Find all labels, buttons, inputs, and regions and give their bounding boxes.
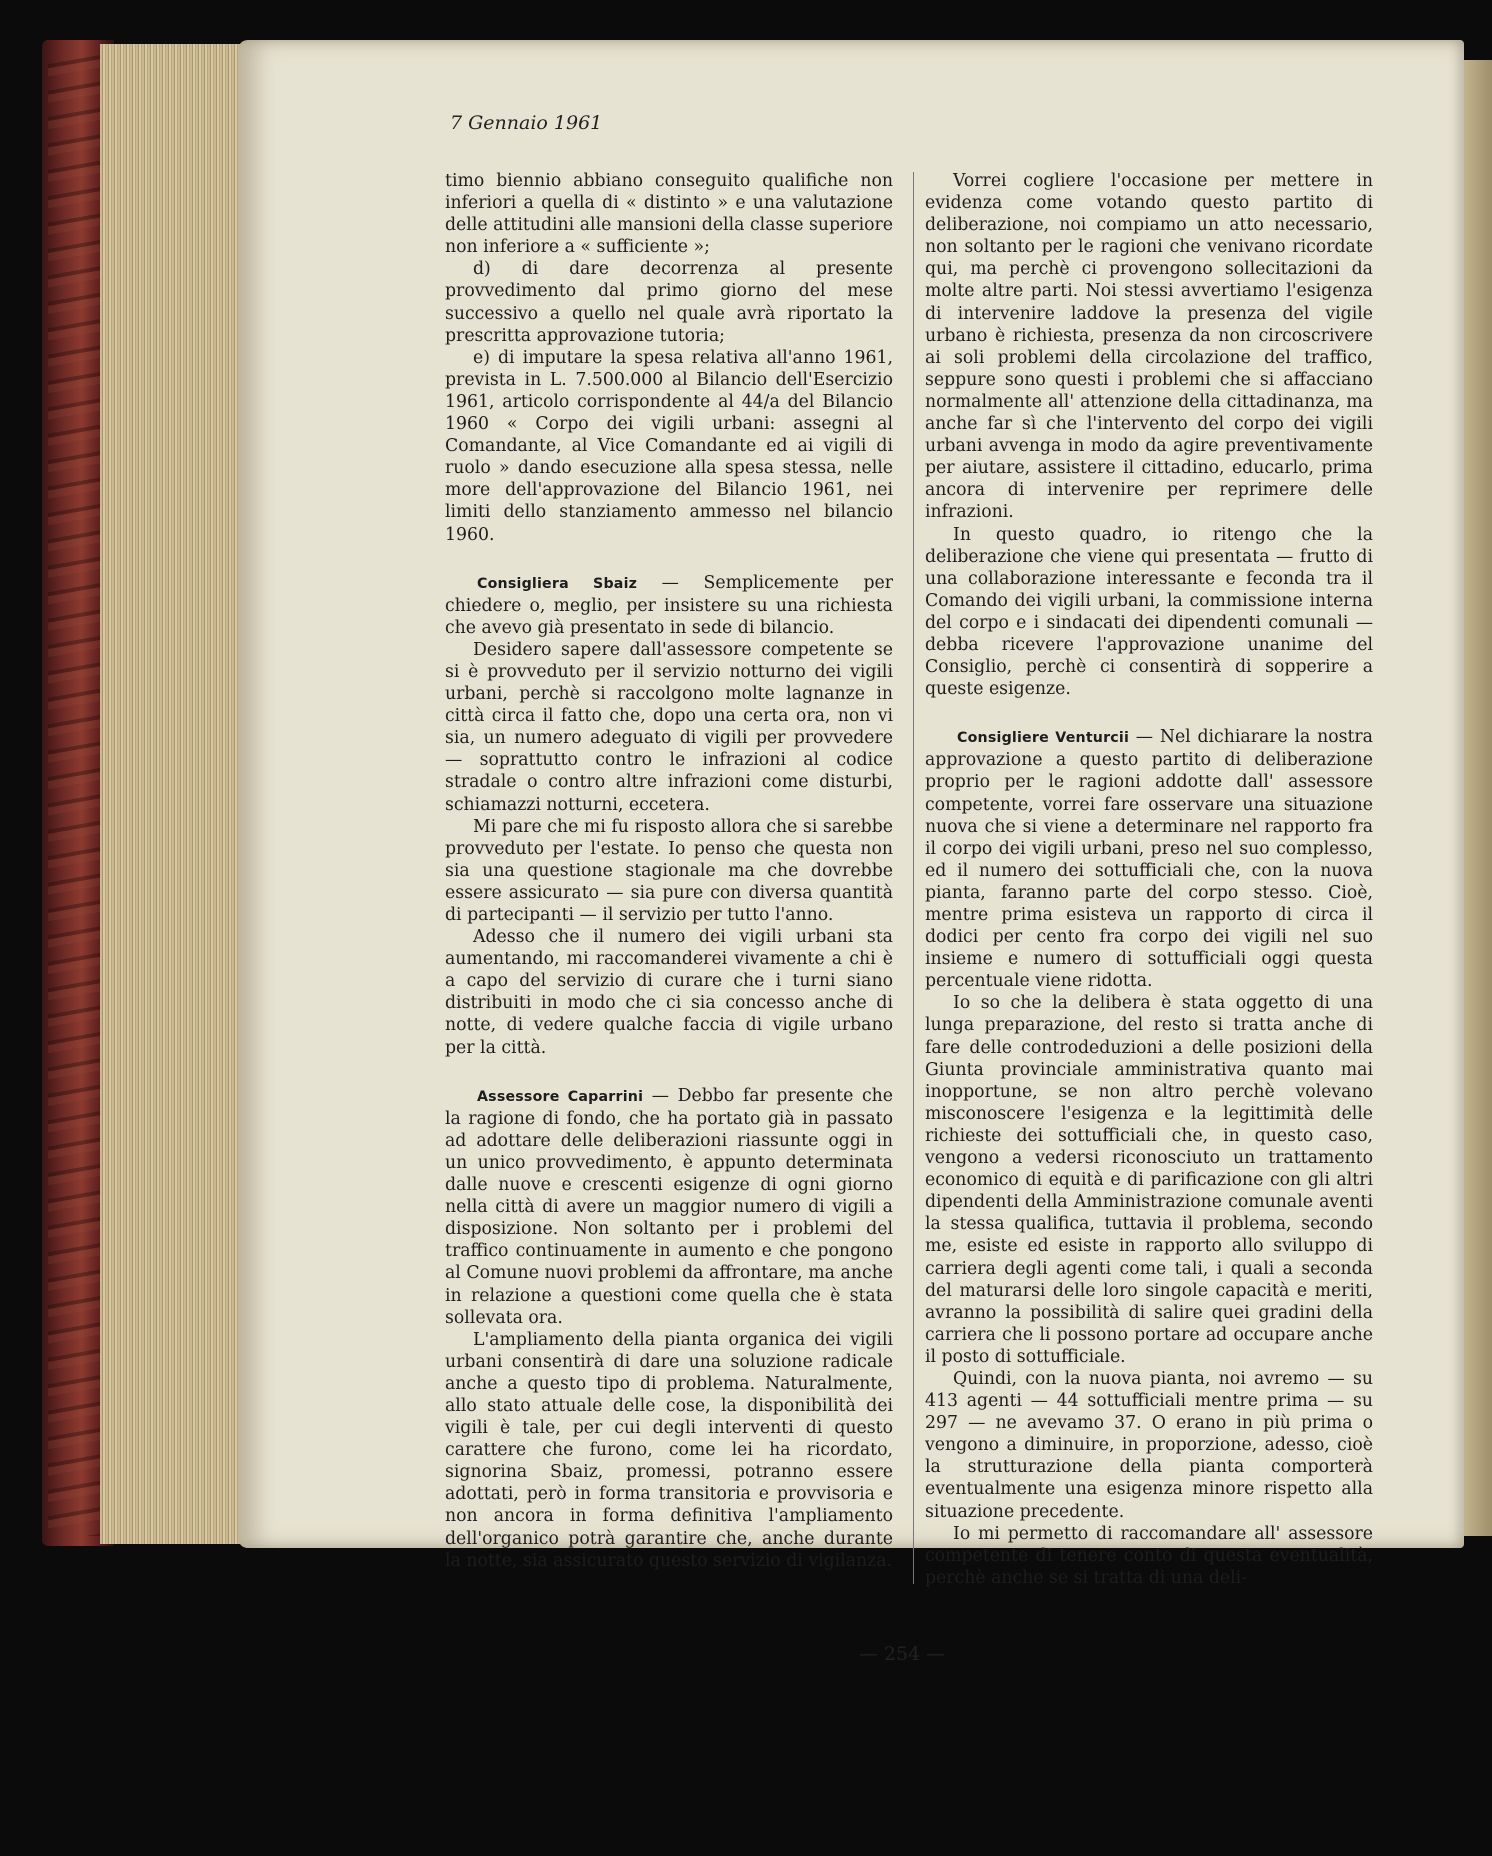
paragraph: Adesso che il numero dei vigili urbani sta aumentando, mi raccomanderei vivamente a chi è a capo del servizio di curare che i turni siano distribuiti in modo che ci sia concesso anche di notte, di vedere qualche faccia di vigile urbano per la città. <box>445 927 893 1058</box>
paragraph: L'ampliamento della pianta organica dei vigili urbani consentirà di dare una soluzione radicale anche a questo tipo di problema. Naturalmente, allo stato attuale delle cose, la disponibilità dei vigili è tale, per cui degli interventi di questo carattere che furono, come lei ha ricordato, signorina Sbaiz, promessi, potranno essere adottati, però in forma transitoria e provvisoria e non ancora in forma definitiva l'ampliamento dell'organico potrà garantire che, anche durante la notte, sia assicurato questo servizio di vigilanza. <box>445 1329 893 1571</box>
paragraph: Desidero sapere dall'assessore competente se si è provveduto per il servizio notturno dei vigili urbani, perchè si raccolgono molte lagnanze in città circa il fatto che, dopo una certa ora, non vi sia, un numero adeguato di vigili per provvedere — soprattutto contro le infrazioni al codice stradale o contro altre infrazioni come disturbi, schiamazzi notturni, eccetera. <box>445 639 893 815</box>
speech-text: — Debbo far presente che la ragione di fondo, che ha portato già in passato ad adottare delle deliberazioni riassunte oggi in un unico provvedimento, è appunto determinata dalle nuove e crescenti esigenze di ogni giorno nella città di avere un maggior numero di vigili a disposizione. Non soltanto per i problemi del traffico continuamente in aumento e che pongono al Comune nuovi problemi da affrontare, ma anche in relazione a questioni come quella che è stata sollevata ora. <box>445 1085 893 1328</box>
marbled-cover <box>48 50 108 1536</box>
paragraph: Vorrei cogliere l'occasione per mettere in evidenza come votando questo partito di deliberazione, noi compiamo un atto necessario, non soltanto per le ragioni che venivano ricordate qui, ma perchè ci provengono sollecitazioni da molte altre parti. Noi stessi avvertiamo l'esigenza di intervenire laddove la presenza del vigile urbano è richiesta, presenza da non circoscrivere ai soli problemi della circolazione del traffico, seppure sono questi i problemi che si affacciano normalmente all' attenzione della cittadinanza, ma anche far sì che l'intervento del corpo dei vigili urbani avvenga in modo da agire preventivamente per aiutare, assistere il cittadino, educarlo, prima ancora di intervenire per reprimere delle infrazioni. <box>925 171 1373 523</box>
right-column <box>925 170 1373 1589</box>
page-number: — 254 — <box>858 1643 946 1665</box>
speech-venturcii <box>925 726 1373 992</box>
speech-text: — Nel dichiarare la nostra approvazione a questo partito di deliberazione proprio per le ragioni addotte dall' assessore competente, vorrei fare osservare una situazione nuova che si viene a determinare nel rapporto fra il corpo dei vigili urbani, preso nel suo complesso, ed il numero dei sottufficiali che, con la nuova pianta, faranno parte del corpo stesso. Cioè, mentre prima esisteva un rapporto di circa il dodici per cento fra corpo dei vigili nel suo insieme e numero di sottufficiali oggi questa percentuale viene ridotta. <box>925 727 1373 992</box>
left-column <box>445 170 893 1572</box>
speech-caparrini <box>445 1085 893 1329</box>
speech-sbaiz <box>445 572 893 639</box>
paragraph: In questo quadro, io ritengo che la deliberazione che viene qui presentata — frutto di una collaborazione interessante e feconda tra il Comando dei vigili urbani, la commissione interna del corpo e i sindacati dei dipendenti comunali — debba ricevere l'approvazione unanime del Consiglio, perchè ci consentirà di sopperire a queste esigenze. <box>925 524 1373 700</box>
speaker-name: Assessore Caparrini <box>477 1088 644 1105</box>
speaker-name: Consigliera Sbaiz <box>477 575 638 592</box>
page-edges <box>100 44 258 1544</box>
speaker-name: Consigliere Venturcii <box>957 730 1130 747</box>
speech-text: — Semplicemente per chiedere o, meglio, per insistere su una richiesta che avevo già presentato in sede di bilancio. <box>445 572 893 638</box>
paragraph: d) di dare decorrenza al presente provvedimento dal primo giorno del mese successivo a quello nel quale avrà riportato la prescritta approvazione tutoria; <box>445 259 893 346</box>
page-header-date: 7 Gennaio 1961 <box>450 112 603 134</box>
paragraph: e) di imputare la spesa relativa all'anno 1961, prevista in L. 7.500.000 al Bilancio dell'Esercizio 1961, articolo corrispondente al 44/a del Bilancio 1960 « Corpo dei vigili urbani: assegni al Comandante, al Vice Comandante ed ai vigili di ruolo » dando esecuzione alla spesa stessa, nelle more dell'approvazione del Bilancio 1961, nei limiti dello stanziamento ammesso nel bilancio 1960. <box>445 347 893 545</box>
paragraph: Io so che la delibera è stata oggetto di una lunga preparazione, del resto si tratta anche di fare delle controdeduzioni a delle posizioni della Giunta provinciale amministrativa quanto mai inopportune, se non altro perchè volevano misconoscere l'esigenza e la legittimità delle richieste dei sottufficiali che, in questo caso, vengono a vedersi riconosciuto un trattamento economico di equità e di parificazione con gli altri dipendenti della Amministrazione comunale aventi la stessa qualifica, tuttavia il problema, secondo me, esiste ed esiste in rapporto allo sviluppo di carriera degli agenti come tali, i quali a seconda del maturarsi delle loro singole capacità e meriti, avranno la possibilità di salire quei gradini della carriera che li possono portare ad occupare anche il posto di sottufficiale. <box>925 993 1373 1367</box>
paragraph: Quindi, con la nuova pianta, noi avremo — su 413 agenti — 44 sottufficiali mentre prima — su 297 — ne avevamo 37. O erano in più prima o vengono a diminuire, in proporzione, adesso, cioè la strutturazione della pianta comporterà eventualmente una esigenza minore rispetto alla situazione precedente. <box>925 1368 1373 1522</box>
paragraph: timo biennio abbiano conseguito qualifiche non inferiori a quella di « distinto » e una valutazione delle attitudini alle mansioni della classe superiore non inferiore a « sufficiente »; <box>445 171 893 258</box>
paragraph: Io mi permetto di raccomandare all' assessore competente di tenere conto di questa eventualità, perchè anche se si tratta di una deli- <box>925 1523 1373 1588</box>
paragraph: Mi pare che mi fu risposto allora che si sarebbe provveduto per l'estate. Io penso che questa non sia una questione stagionale ma che dovrebbe essere assicurato — sia pure con diversa quantità di partecipanti — il servizio per tutto l'anno. <box>445 816 893 925</box>
column-divider <box>913 172 914 1584</box>
